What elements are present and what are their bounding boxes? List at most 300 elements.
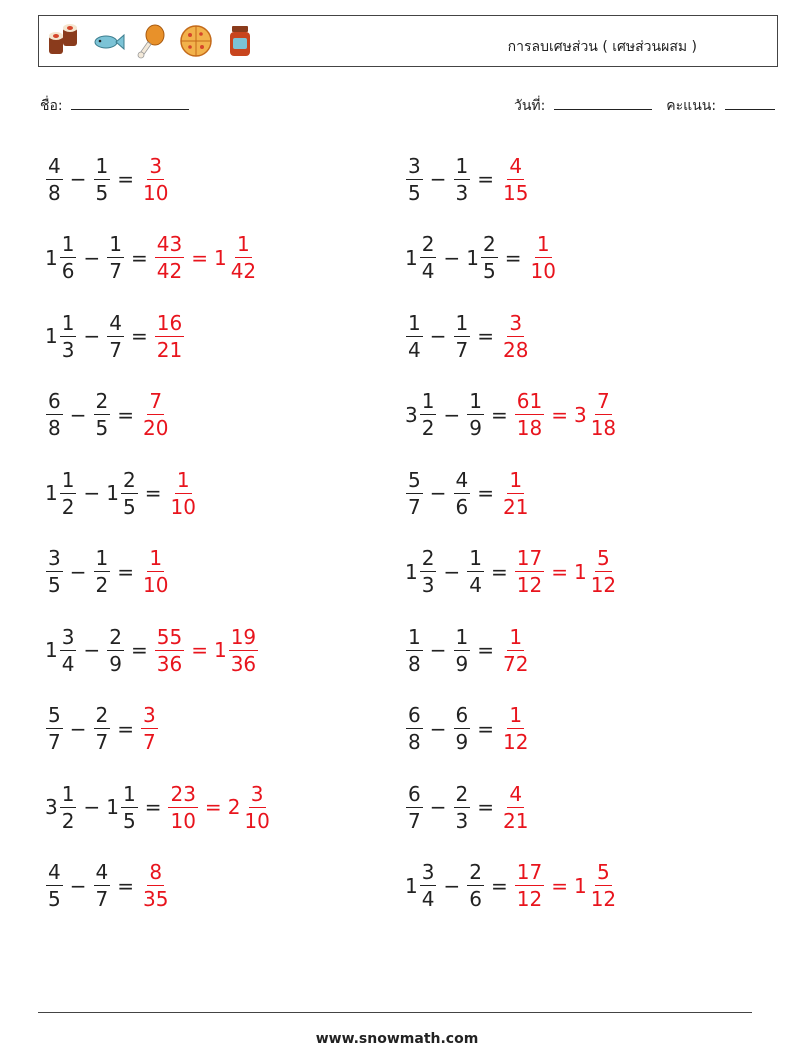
numerator: 3 bbox=[61, 624, 75, 649]
denominator: 4 bbox=[61, 651, 75, 676]
denominator: 18 bbox=[516, 416, 543, 441]
numerator: 1 bbox=[61, 310, 75, 335]
numerator: 1 bbox=[455, 310, 469, 335]
answer-equals-sign: = bbox=[204, 795, 222, 820]
answer bbox=[167, 467, 198, 519]
numerator: 1 bbox=[455, 624, 469, 649]
numerator: 1 bbox=[509, 703, 523, 728]
minus-sign: − bbox=[429, 638, 447, 663]
whole-part: 3 bbox=[45, 795, 58, 820]
minus-sign: − bbox=[69, 559, 87, 584]
denominator: 42 bbox=[156, 259, 183, 284]
numerator: 1 bbox=[61, 232, 75, 257]
denominator: 5 bbox=[95, 416, 109, 441]
numerator: 2 bbox=[455, 781, 469, 806]
answer-fraction bbox=[515, 546, 544, 598]
answer-fraction bbox=[515, 860, 544, 912]
answer-fraction bbox=[501, 310, 530, 362]
numerator: 1 bbox=[95, 546, 109, 571]
denominator: 6 bbox=[455, 494, 469, 519]
numerator: 6 bbox=[48, 389, 61, 414]
denominator: 12 bbox=[516, 887, 543, 912]
subtrahend bbox=[106, 310, 125, 362]
denominator: 72 bbox=[503, 651, 529, 676]
minuend bbox=[45, 232, 77, 284]
fraction bbox=[94, 860, 111, 912]
denominator: 7 bbox=[95, 730, 109, 755]
subtrahend bbox=[106, 467, 138, 519]
date-score-field bbox=[514, 95, 775, 117]
name-label: ชื่อ: bbox=[40, 98, 63, 114]
equals-sign: = bbox=[490, 559, 508, 584]
numerator: 1 bbox=[536, 232, 550, 257]
fraction bbox=[406, 703, 423, 755]
fraction bbox=[46, 389, 63, 441]
minuend bbox=[45, 153, 64, 205]
problem-row bbox=[45, 297, 405, 376]
problem-row bbox=[45, 219, 405, 298]
minus-sign: − bbox=[443, 559, 461, 584]
sushi-roll-icon bbox=[47, 22, 81, 60]
denominator: 3 bbox=[421, 573, 435, 598]
answer-fraction bbox=[141, 153, 170, 205]
equals-sign: = bbox=[130, 638, 148, 663]
fraction bbox=[94, 153, 111, 205]
fraction bbox=[454, 781, 471, 833]
fraction bbox=[46, 546, 63, 598]
name-field bbox=[40, 95, 189, 117]
answer-fraction bbox=[501, 781, 530, 833]
denominator: 15 bbox=[503, 180, 529, 205]
minus-sign: − bbox=[429, 716, 447, 741]
numerator: 1 bbox=[469, 546, 482, 571]
fraction bbox=[406, 467, 423, 519]
fraction bbox=[94, 389, 111, 441]
minus-sign: − bbox=[429, 795, 447, 820]
whole-part: 3 bbox=[405, 402, 418, 427]
numerator: 17 bbox=[516, 860, 543, 885]
fraction bbox=[454, 310, 471, 362]
minuend bbox=[45, 467, 77, 519]
denominator: 5 bbox=[95, 180, 109, 205]
equals-sign: = bbox=[117, 167, 134, 192]
numerator: 1 bbox=[237, 232, 250, 257]
denominator: 36 bbox=[156, 651, 183, 676]
numerator: 1 bbox=[509, 624, 523, 649]
denominator: 10 bbox=[170, 808, 196, 833]
fraction bbox=[481, 232, 498, 284]
denominator: 9 bbox=[109, 651, 122, 676]
answer-mixed-number bbox=[573, 389, 619, 441]
answer bbox=[154, 232, 259, 284]
whole-part: 1 bbox=[106, 481, 119, 506]
answer bbox=[154, 624, 259, 676]
problem-row bbox=[45, 140, 405, 219]
score-label: คะแนน: bbox=[666, 98, 717, 114]
subtrahend bbox=[93, 546, 112, 598]
numerator: 4 bbox=[95, 860, 109, 885]
answer-mixed-number bbox=[213, 232, 259, 284]
numerator: 2 bbox=[122, 467, 136, 492]
answer bbox=[140, 860, 171, 912]
whole-part: 1 bbox=[405, 559, 418, 584]
fraction bbox=[420, 546, 437, 598]
whole-part: 1 bbox=[213, 638, 227, 663]
fraction bbox=[60, 781, 77, 833]
denominator: 12 bbox=[516, 573, 543, 598]
equals-sign: = bbox=[477, 324, 494, 349]
equals-sign: = bbox=[477, 638, 494, 663]
answer-fraction bbox=[501, 624, 530, 676]
denominator: 20 bbox=[143, 416, 169, 441]
numerator: 7 bbox=[149, 389, 163, 414]
header-icons bbox=[47, 22, 257, 60]
numerator: 55 bbox=[156, 624, 183, 649]
subtrahend bbox=[93, 389, 112, 441]
minuend bbox=[405, 546, 437, 598]
whole-part: 1 bbox=[45, 245, 58, 270]
equals-sign: = bbox=[130, 324, 148, 349]
minus-sign: − bbox=[69, 402, 87, 427]
fraction bbox=[107, 310, 124, 362]
equals-sign: = bbox=[490, 402, 508, 427]
fraction bbox=[121, 781, 138, 833]
answer bbox=[500, 153, 531, 205]
problem-row bbox=[405, 454, 765, 533]
denominator: 8 bbox=[408, 730, 421, 755]
minus-sign: − bbox=[443, 402, 461, 427]
answer-fraction bbox=[501, 467, 530, 519]
answer bbox=[140, 153, 171, 205]
denominator: 4 bbox=[421, 887, 435, 912]
problem-row bbox=[405, 140, 765, 219]
fraction bbox=[406, 153, 423, 205]
jam-jar-icon bbox=[223, 22, 257, 60]
answer bbox=[514, 546, 619, 598]
whole-part: 1 bbox=[106, 795, 119, 820]
numerator: 1 bbox=[421, 389, 435, 414]
denominator: 4 bbox=[421, 259, 435, 284]
name-blank[interactable] bbox=[71, 95, 189, 110]
denominator: 12 bbox=[590, 887, 617, 912]
worksheet-title: การลบเศษส่วน ( เศษส่วนผสม ) bbox=[507, 39, 697, 55]
numerator: 2 bbox=[95, 389, 109, 414]
problem-row bbox=[405, 533, 765, 612]
minus-sign: − bbox=[83, 481, 101, 506]
minuend bbox=[45, 546, 64, 598]
numerator: 2 bbox=[421, 546, 435, 571]
problem-row bbox=[45, 690, 405, 769]
problem-row bbox=[405, 690, 765, 769]
denominator: 18 bbox=[590, 416, 617, 441]
subtrahend bbox=[453, 703, 472, 755]
chicken-leg-icon bbox=[135, 22, 169, 60]
equals-sign: = bbox=[117, 716, 134, 741]
whole-part: 3 bbox=[573, 402, 587, 427]
minuend bbox=[405, 467, 424, 519]
minus-sign: − bbox=[443, 873, 461, 898]
denominator: 5 bbox=[408, 180, 421, 205]
denominator: 35 bbox=[143, 887, 169, 912]
answer-equals-sign: = bbox=[191, 638, 208, 663]
numerator: 2 bbox=[421, 232, 435, 257]
numerator: 5 bbox=[48, 703, 61, 728]
equals-sign: = bbox=[144, 481, 162, 506]
answer bbox=[527, 232, 558, 284]
minus-sign: − bbox=[429, 481, 447, 506]
score-blank[interactable] bbox=[725, 95, 775, 110]
denominator: 28 bbox=[503, 337, 529, 362]
numerator: 1 bbox=[408, 624, 421, 649]
footer-url: www.snowmath.com bbox=[315, 1031, 479, 1047]
subtrahend bbox=[93, 703, 112, 755]
equals-sign: = bbox=[490, 873, 508, 898]
subtrahend bbox=[453, 781, 472, 833]
problems-left-column bbox=[45, 140, 405, 925]
denominator: 10 bbox=[530, 259, 556, 284]
minus-sign: − bbox=[69, 873, 87, 898]
numerator: 5 bbox=[597, 860, 610, 885]
numerator: 43 bbox=[156, 232, 183, 257]
numerator: 1 bbox=[408, 310, 421, 335]
answer-mixed-number bbox=[573, 546, 619, 598]
fraction bbox=[60, 624, 77, 676]
denominator: 5 bbox=[122, 808, 136, 833]
numerator: 3 bbox=[48, 546, 61, 571]
subtrahend bbox=[466, 860, 485, 912]
denominator: 7 bbox=[109, 259, 122, 284]
subtrahend bbox=[453, 310, 472, 362]
denominator: 5 bbox=[48, 573, 61, 598]
numerator: 2 bbox=[469, 860, 482, 885]
fraction bbox=[242, 781, 271, 833]
denominator: 6 bbox=[469, 887, 482, 912]
numerator: 1 bbox=[176, 467, 190, 492]
answer-fraction bbox=[155, 232, 184, 284]
denominator: 21 bbox=[503, 494, 529, 519]
fraction bbox=[420, 389, 437, 441]
denominator: 36 bbox=[230, 651, 257, 676]
denominator: 10 bbox=[170, 494, 196, 519]
whole-part: 1 bbox=[466, 245, 479, 270]
numerator: 3 bbox=[143, 703, 156, 728]
numerator: 5 bbox=[408, 467, 421, 492]
numerator: 7 bbox=[597, 389, 610, 414]
numerator: 3 bbox=[250, 781, 264, 806]
minus-sign: − bbox=[429, 167, 447, 192]
fraction bbox=[454, 467, 471, 519]
answer-fraction bbox=[141, 860, 170, 912]
numerator: 1 bbox=[122, 781, 136, 806]
denominator: 3 bbox=[455, 180, 469, 205]
answer-equals-sign: = bbox=[551, 402, 568, 427]
problem-row bbox=[405, 376, 765, 455]
minus-sign: − bbox=[83, 324, 101, 349]
date-blank[interactable] bbox=[554, 95, 652, 110]
fraction bbox=[406, 781, 423, 833]
answer-fraction bbox=[141, 703, 158, 755]
answer bbox=[154, 310, 185, 362]
numerator: 19 bbox=[230, 624, 257, 649]
equals-sign: = bbox=[477, 481, 494, 506]
numerator: 1 bbox=[509, 467, 523, 492]
whole-part: 2 bbox=[227, 795, 241, 820]
answer-mixed-number bbox=[573, 860, 619, 912]
fraction bbox=[420, 860, 437, 912]
whole-part: 1 bbox=[405, 873, 418, 898]
answer-fraction bbox=[141, 546, 170, 598]
numerator: 2 bbox=[482, 232, 496, 257]
answer-fraction bbox=[168, 467, 197, 519]
minus-sign: − bbox=[83, 245, 101, 270]
whole-part: 1 bbox=[45, 638, 58, 663]
numerator: 4 bbox=[109, 310, 122, 335]
problem-row bbox=[45, 847, 405, 926]
whole-part: 1 bbox=[45, 324, 58, 349]
numerator: 4 bbox=[509, 781, 523, 806]
denominator: 10 bbox=[143, 573, 169, 598]
minuend bbox=[405, 624, 424, 676]
denominator: 7 bbox=[408, 808, 421, 833]
denominator: 9 bbox=[455, 651, 469, 676]
minuend bbox=[405, 703, 424, 755]
denominator: 12 bbox=[590, 573, 617, 598]
numerator: 1 bbox=[469, 389, 482, 414]
subtrahend bbox=[106, 781, 138, 833]
numerator: 6 bbox=[408, 781, 421, 806]
fraction bbox=[60, 310, 77, 362]
fraction bbox=[107, 624, 124, 676]
minuend bbox=[405, 232, 437, 284]
equals-sign: = bbox=[504, 245, 522, 270]
problems-right-column bbox=[405, 140, 765, 925]
fraction bbox=[46, 703, 63, 755]
numerator: 4 bbox=[48, 153, 61, 178]
numerator: 2 bbox=[95, 703, 109, 728]
fraction bbox=[229, 232, 258, 284]
fraction bbox=[467, 860, 484, 912]
problem-row bbox=[405, 297, 765, 376]
denominator: 7 bbox=[143, 730, 156, 755]
fraction bbox=[406, 624, 423, 676]
denominator: 5 bbox=[48, 887, 61, 912]
answer bbox=[500, 781, 531, 833]
denominator: 42 bbox=[230, 259, 257, 284]
answer bbox=[167, 781, 272, 833]
equals-sign: = bbox=[144, 795, 162, 820]
worksheet-header bbox=[38, 15, 778, 67]
answer-equals-sign: = bbox=[551, 873, 568, 898]
denominator: 10 bbox=[244, 808, 270, 833]
numerator: 6 bbox=[455, 703, 469, 728]
minuend bbox=[405, 781, 424, 833]
numerator: 1 bbox=[109, 232, 122, 257]
subtrahend bbox=[106, 232, 125, 284]
minuend bbox=[45, 781, 77, 833]
fish-icon bbox=[91, 22, 125, 60]
minuend bbox=[45, 860, 64, 912]
whole-part: 1 bbox=[213, 245, 227, 270]
fraction bbox=[589, 860, 618, 912]
problem-row bbox=[45, 454, 405, 533]
fraction bbox=[454, 153, 471, 205]
problem-row bbox=[405, 768, 765, 847]
minus-sign: − bbox=[443, 245, 461, 270]
subtrahend bbox=[106, 624, 125, 676]
numerator: 61 bbox=[516, 389, 543, 414]
answer bbox=[140, 703, 159, 755]
fraction bbox=[107, 232, 124, 284]
problem-row bbox=[45, 533, 405, 612]
denominator: 21 bbox=[503, 808, 529, 833]
problem-row bbox=[405, 847, 765, 926]
answer-mixed-number bbox=[213, 624, 259, 676]
answer-mixed-number bbox=[227, 781, 273, 833]
denominator: 8 bbox=[48, 416, 61, 441]
subtrahend bbox=[466, 389, 485, 441]
denominator: 5 bbox=[122, 494, 136, 519]
numerator: 3 bbox=[421, 860, 435, 885]
fraction bbox=[94, 546, 111, 598]
denominator: 3 bbox=[61, 337, 75, 362]
denominator: 12 bbox=[503, 730, 529, 755]
answer bbox=[500, 624, 531, 676]
denominator: 7 bbox=[408, 494, 421, 519]
fraction bbox=[454, 624, 471, 676]
fraction bbox=[467, 546, 484, 598]
denominator: 8 bbox=[48, 180, 61, 205]
minuend bbox=[45, 389, 64, 441]
numerator: 3 bbox=[509, 310, 523, 335]
answer bbox=[500, 703, 531, 755]
fraction bbox=[406, 310, 423, 362]
minuend bbox=[405, 860, 437, 912]
problem-row bbox=[45, 376, 405, 455]
pizza-icon bbox=[179, 22, 213, 60]
subtrahend bbox=[93, 860, 112, 912]
subtrahend bbox=[453, 624, 472, 676]
subtrahend bbox=[466, 546, 485, 598]
numerator: 4 bbox=[48, 860, 61, 885]
fraction bbox=[467, 389, 484, 441]
minus-sign: − bbox=[69, 716, 87, 741]
minuend bbox=[45, 310, 77, 362]
numerator: 1 bbox=[455, 153, 469, 178]
fraction bbox=[454, 703, 471, 755]
denominator: 7 bbox=[95, 887, 109, 912]
equals-sign: = bbox=[477, 795, 494, 820]
numerator: 4 bbox=[455, 467, 469, 492]
footer-divider bbox=[38, 1012, 752, 1013]
subtrahend bbox=[453, 467, 472, 519]
denominator: 8 bbox=[408, 651, 421, 676]
denominator: 2 bbox=[95, 573, 109, 598]
equals-sign: = bbox=[117, 559, 134, 584]
date-label: วันที่: bbox=[514, 98, 546, 114]
denominator: 9 bbox=[455, 730, 469, 755]
numerator: 1 bbox=[61, 467, 75, 492]
answer bbox=[514, 860, 619, 912]
numerator: 5 bbox=[597, 546, 610, 571]
answer-fraction bbox=[155, 310, 184, 362]
denominator: 7 bbox=[455, 337, 469, 362]
denominator: 9 bbox=[469, 416, 482, 441]
whole-part: 1 bbox=[45, 481, 58, 506]
denominator: 2 bbox=[61, 808, 75, 833]
fraction bbox=[121, 467, 138, 519]
problem-row bbox=[405, 219, 765, 298]
answer bbox=[500, 467, 531, 519]
